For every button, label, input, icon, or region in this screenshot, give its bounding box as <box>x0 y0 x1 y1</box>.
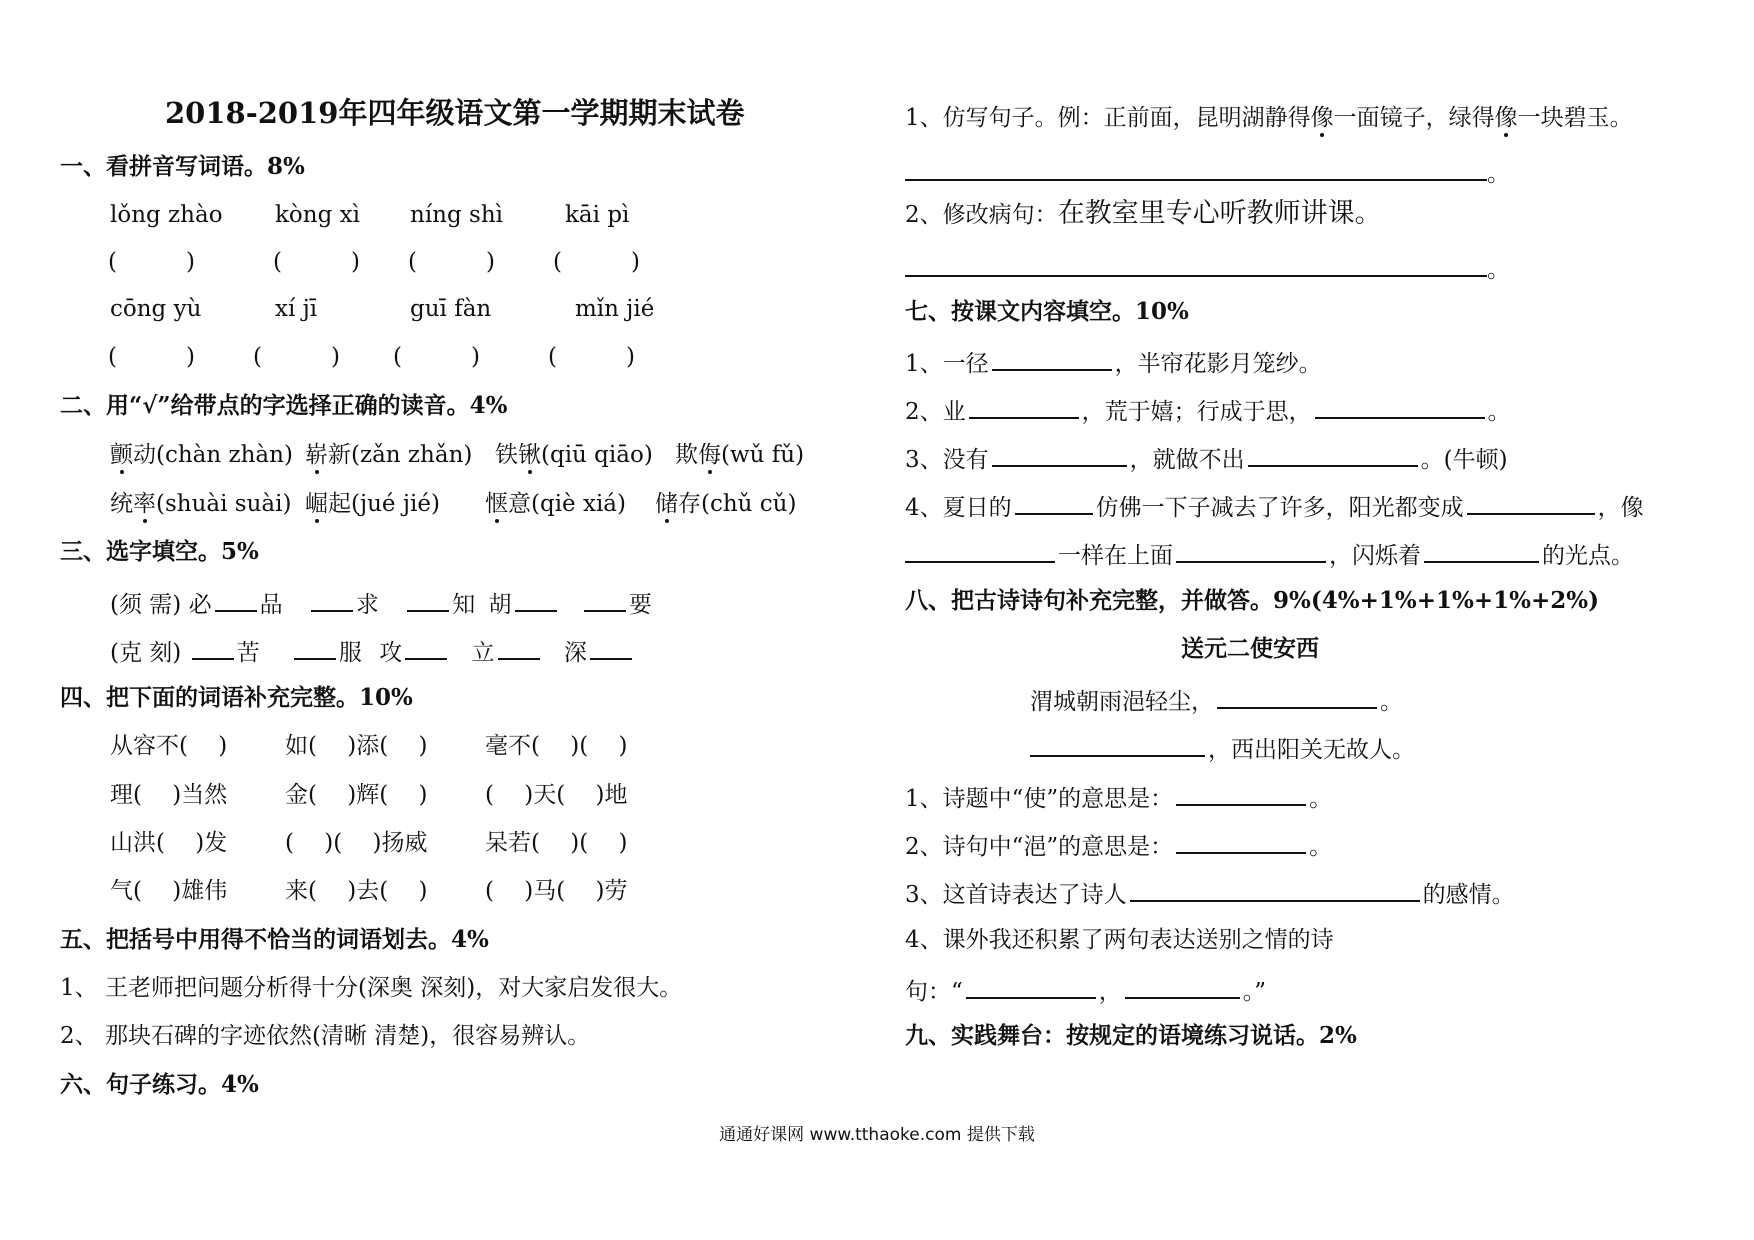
choose-row-2: (克 刻) 苦 服 攻 立 深 <box>110 634 635 668</box>
fill-blank[interactable] <box>1467 489 1595 515</box>
idiom-item[interactable]: 来( )去( ) <box>285 878 428 904</box>
idiom-item[interactable]: ( )马( )劳 <box>485 878 628 904</box>
poem-line-2: ，西出阳关无故人。 <box>1030 731 1415 765</box>
fill-blank[interactable] <box>1176 537 1326 563</box>
pinyin: xí jī <box>275 296 318 322</box>
fill-blank[interactable] <box>1424 537 1539 563</box>
imitate-answer-line[interactable]: 。 <box>905 155 1510 189</box>
fill-blank[interactable] <box>1125 973 1240 999</box>
fill-blank[interactable] <box>405 634 447 660</box>
fill-blank[interactable] <box>498 634 540 660</box>
section-5-heading: 五、把括号中用得不恰当的词语划去。4% <box>60 926 489 953</box>
text-fill-4: 4、夏日的 仿佛一下子减去了许多，阳光都变成 ，像 <box>905 489 1644 523</box>
fill-blank[interactable] <box>1217 683 1377 709</box>
fill-blank[interactable] <box>1176 828 1306 854</box>
fill-blank[interactable] <box>992 345 1112 371</box>
reading-item[interactable]: 颤动(chàn zhàn) <box>110 442 293 468</box>
strike-item-1[interactable]: 1、 王老师把问题分析得十分(深奥 深刻)，对大家启发很大。 <box>60 975 683 1001</box>
fill-blank[interactable] <box>407 586 449 612</box>
idiom-row <box>110 780 628 810</box>
pinyin-row-1 <box>110 200 629 230</box>
pinyin: cōng yù <box>110 296 202 322</box>
fill-blank[interactable] <box>215 586 257 612</box>
idiom-item[interactable]: ( )天( )地 <box>485 782 628 808</box>
reading-item[interactable]: 铁锹(qiū qiāo) <box>495 442 653 468</box>
footer-source: 通通好课网 www.tthaoke.com 提供下载 <box>719 1125 1035 1145</box>
idiom-row <box>110 876 628 906</box>
answer-row-1 <box>108 247 640 277</box>
idiom-row <box>110 731 628 761</box>
poem-question-2: 2、诗句中“浥”的意思是： 。 <box>905 828 1332 862</box>
reading-row-2 <box>110 489 796 519</box>
idiom-item[interactable]: ( )( )扬威 <box>285 830 428 856</box>
fill-blank[interactable] <box>1176 780 1306 806</box>
answer-parens[interactable]: ( ) <box>253 344 340 370</box>
section-8-heading: 八、把古诗诗句补充完整，并做答。9%(4%+1%+1%+1%+2%) <box>905 587 1599 614</box>
pinyin: mǐn jié <box>575 296 655 322</box>
idiom-item[interactable]: 气( )雄伟 <box>110 878 228 904</box>
section-3-heading: 三、选字填空。5% <box>60 538 259 565</box>
text-fill-1: 1、一径 ，半帘花影月笼纱。 <box>905 345 1322 379</box>
section-4-heading: 四、把下面的词语补充完整。10% <box>60 684 413 711</box>
fill-blank[interactable] <box>966 973 1096 999</box>
idiom-item[interactable]: 山洪( )发 <box>110 830 228 856</box>
reading-item[interactable]: 储存(chǔ cǔ) <box>655 491 797 517</box>
text-fill-2: 2、业 ，荒于嬉；行成于思， 。 <box>905 393 1511 427</box>
pinyin-row-2 <box>110 294 654 324</box>
answer-parens[interactable]: ( ) <box>273 249 360 275</box>
poem-question-1: 1、诗题中“使”的意思是： 。 <box>905 780 1332 814</box>
idiom-item[interactable]: 如( )添( ) <box>285 733 428 759</box>
fill-blank[interactable] <box>992 441 1127 467</box>
fill-blank[interactable] <box>969 393 1079 419</box>
poem-question-4: 4、课外我还积累了两句表达送别之情的诗 <box>905 927 1334 953</box>
poem-line-1: 渭城朝雨浥轻尘， 。 <box>1030 683 1403 717</box>
section-1-heading: 一、看拼音写词语。8% <box>60 153 305 180</box>
reading-item[interactable]: 崭新(zǎn zhǎn) <box>305 442 473 468</box>
exam-title: 2018-2019年四年级语文第一学期期末试卷 <box>165 96 745 130</box>
pinyin: guī fàn <box>410 296 492 322</box>
answer-parens[interactable]: ( ) <box>548 344 635 370</box>
answer-row-2 <box>108 342 635 372</box>
choose-row-1: (须 需) 必 品 求 知 胡 要 <box>110 586 652 620</box>
fill-blank[interactable] <box>905 537 1055 563</box>
pinyin: kòng xì <box>275 202 360 228</box>
poem-question-3: 3、这首诗表达了诗人 的感情。 <box>905 876 1515 910</box>
fill-blank[interactable] <box>1030 731 1205 757</box>
fill-blank[interactable] <box>584 586 626 612</box>
section-6-heading: 六、句子练习。4% <box>60 1071 259 1098</box>
fill-blank[interactable] <box>590 634 632 660</box>
answer-parens[interactable]: ( ) <box>393 344 480 370</box>
idiom-item[interactable]: 金( )辉( ) <box>285 782 428 808</box>
reading-item[interactable]: 惬意(qiè xiá) <box>485 491 626 517</box>
strike-item-2[interactable]: 2、 那块石碑的字迹依然(清晰 清楚)，很容易辨认。 <box>60 1023 591 1049</box>
idiom-row <box>110 828 628 858</box>
answer-parens[interactable]: ( ) <box>553 249 640 275</box>
idiom-item[interactable]: 毫不( )( ) <box>485 733 628 759</box>
section-9-heading: 九、实践舞台：按规定的语境练习说话。2% <box>905 1022 1357 1049</box>
fill-blank[interactable] <box>1248 441 1418 467</box>
poem-question-4-answer: 句：“ ， 。” <box>905 973 1266 1007</box>
text-fill-3: 3、没有 ，就做不出 。(牛顿) <box>905 441 1508 475</box>
section-2-heading: 二、用“√”给带点的字选择正确的读音。4% <box>60 392 508 419</box>
reading-item[interactable]: 欺侮(wǔ fǔ) <box>675 442 805 468</box>
fill-blank[interactable] <box>1015 489 1093 515</box>
idiom-item[interactable]: 从容不( ) <box>110 733 228 759</box>
fill-blank[interactable] <box>311 586 353 612</box>
pinyin: lǒng zhào <box>110 202 223 228</box>
fill-blank[interactable] <box>1130 876 1420 902</box>
answer-parens[interactable]: ( ) <box>108 344 195 370</box>
section-7-heading: 七、按课文内容填空。10% <box>905 298 1189 325</box>
correct-sentence-answer-line[interactable]: 。 <box>905 251 1510 285</box>
fill-blank[interactable] <box>1315 393 1485 419</box>
pinyin: níng shì <box>410 202 503 228</box>
fill-blank[interactable] <box>294 634 336 660</box>
idiom-item[interactable]: 呆若( )( ) <box>485 830 628 856</box>
text-fill-5: 一样在上面 ，闪烁着 的光点。 <box>905 537 1634 571</box>
reading-row-1 <box>110 440 804 470</box>
idiom-item[interactable]: 理( )当然 <box>110 782 228 808</box>
fill-blank[interactable] <box>192 634 234 660</box>
fill-blank[interactable] <box>515 586 557 612</box>
reading-item[interactable]: 统率(shuài suài) <box>110 491 292 517</box>
imitate-question: 1、仿写句子。例：正前面，昆明湖静得像一面镜子，绿得像一块碧玉。 <box>905 105 1633 131</box>
correct-sentence-question: 2、修改病句：在教室里专心听教师讲课。 <box>905 198 1382 229</box>
reading-item[interactable]: 崛起(jué jié) <box>305 491 440 517</box>
poem-title: 送元二使安西 <box>1181 635 1319 662</box>
answer-parens[interactable]: ( ) <box>108 249 195 275</box>
pinyin: kāi pì <box>565 202 630 228</box>
answer-parens[interactable]: ( ) <box>408 249 495 275</box>
